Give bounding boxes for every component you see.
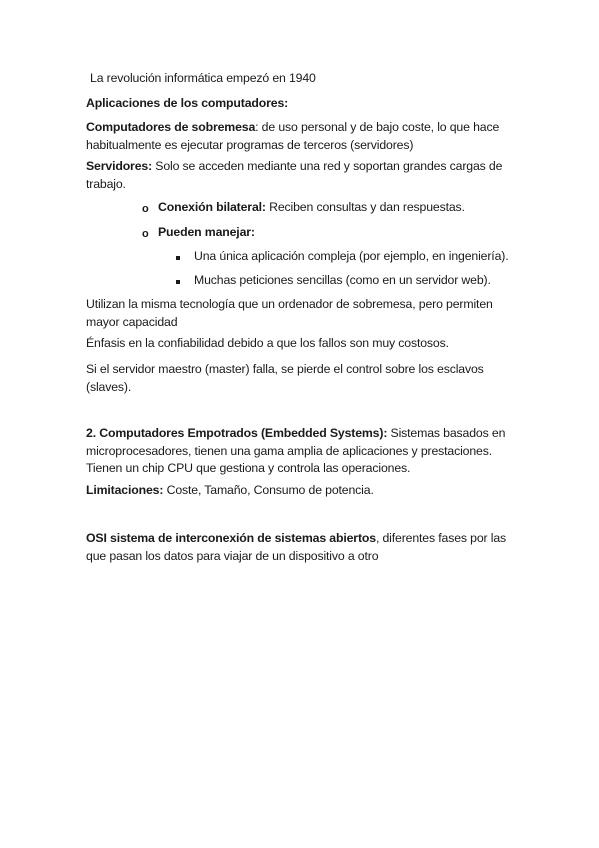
osi-paragraph (86, 530, 516, 565)
empotrados-text: Sistemas basados en microprocesadores, tienen una gama amplia de aplicaciones y prestaciones. Tienen un chip CPU que gestiona y controla las operaciones. (86, 426, 506, 475)
master-paragraph: Si el servidor maestro (master) falla, se pierde el control sobre los esclavos (slaves). (86, 362, 484, 394)
manejar-label: Pueden manejar: (158, 225, 255, 239)
intro-line: La revolución informática empezó en 1940 (90, 71, 316, 85)
sobremesa-label: Computadores de sobremesa (86, 120, 256, 134)
servidores-text: Solo se acceden mediante una red y soportan grandes cargas de trabajo. (86, 159, 503, 191)
sobremesa-paragraph (86, 119, 516, 154)
empotrados-paragraph (86, 425, 516, 478)
list-item-aplicacion-compleja: Una única aplicación compleja (por ejemplo, en ingeniería). (194, 249, 509, 263)
square-bullet-icon (176, 256, 180, 260)
sobremesa-text: : de uso personal y de bajo coste, lo que hace habitualmente es ejecutar programas de terceros (servidores) (86, 120, 500, 152)
limitaciones-paragraph (86, 482, 516, 500)
osi-text: , diferentes fases por las que pasan los datos para viajar de un dispositivo a otro (86, 531, 507, 563)
conexion-label: Conexión bilateral: (158, 200, 266, 214)
square-bullet-icon (176, 280, 180, 284)
list-bullet: o (142, 203, 149, 215)
conexion-text: Reciben consultas y dan respuestas. (265, 200, 465, 214)
section-heading: Aplicaciones de los computadores: (86, 96, 289, 110)
tecnologia-paragraph: Utilizan la misma tecnología que un ordenador de sobremesa, pero permiten mayor capacidad (86, 297, 493, 329)
list-item-manejar (158, 224, 255, 242)
enfasis-paragraph: Énfasis en la confiabilidad debido a que los fallos son muy costosos. (86, 336, 449, 350)
servidores-paragraph (86, 158, 516, 193)
list-bullet: o (142, 228, 149, 240)
empotrados-label: 2. Computadores Empotrados (Embedded Systems): (86, 426, 388, 440)
servidores-label: Servidores: (86, 159, 153, 173)
limitaciones-label: Limitaciones: (86, 483, 164, 497)
list-item-peticiones-sencillas: Muchas peticiones sencillas (como en un servidor web). (194, 273, 491, 287)
list-item-conexion (158, 199, 465, 217)
limitaciones-text: Coste, Tamaño, Consumo de potencia. (163, 483, 374, 497)
osi-label: OSI sistema de interconexión de sistemas abiertos (86, 531, 376, 545)
